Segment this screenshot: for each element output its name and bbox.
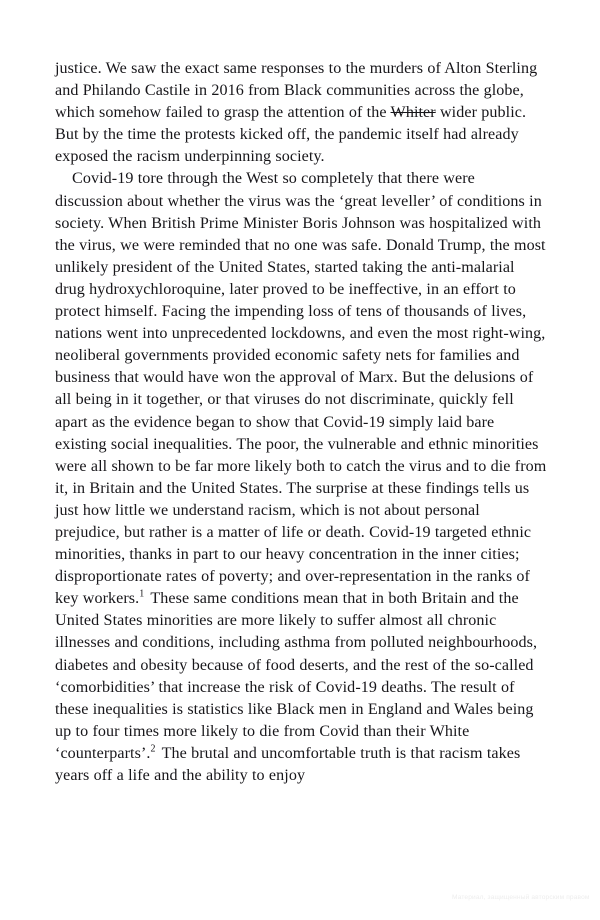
paragraph: justice. We saw the exact same responses to the murders of Alton Sterling and Philando Castile in 2016 from Black communities across the globe, which somehow failed to grasp the attention of the Whiter wider public. But by the time the protests kicked off, the pandemic itself had already exposed the racism underpinning society. [55,60,538,166]
copyright-watermark: Материал, защищенный авторским правом [452,894,590,901]
struck-through-word: Whiter [390,104,436,122]
footnote-marker[interactable]: 1 [139,588,145,600]
paragraph: Covid-19 tore through the West so completely that there were discussion about whether the virus was the ‘great leveller’ of conditions in society. When British Prime Minister Boris Johnson was hospitalized with the virus, we were reminded that no one was safe. Donald Trump, the most unlikely president of the United States, started taking the anti-malarial drug hydroxychloroquine, later proved to be ineffective, in an effort to protect himself. Facing the impending loss of tens of thousands of lives, nations went into unprecedented lockdowns, and even the most right-wing, neoliberal governments provided economic safety nets for families and business that would have won the approval of Marx. But the delusions of all being in it together, or that viruses do not discriminate, quickly fell apart as the evidence began to show that Covid-19 simply laid bare existing social inequalities. The poor, the vulnerable and ethnic minorities were all shown to be far more likely both to catch the virus and to die from it, in Britain and the United States. The surprise at these findings tells us just how little we understand racism, which is not about personal prejudice, but rather is a matter of life or death. Covid-19 targeted ethnic minorities, thanks in part to our heavy concentration in the inner cities; disproportionate rates of poverty; and over-representation in the ranks of key workers.$^1$ These same conditions mean that in both Britain and the United States minorities are more likely to suffer almost all chronic illnesses and conditions, including asthma from polluted neighbourhoods, diabetes and obesity because of food deserts, and the rest of the so-called ‘comorbidities’ that increase the risk of Covid-19 deaths. The result of these inequalities is statistics like Black men in England and Wales being up to four times more likely to die from Covid than their White ‘counterparts’.$^2$ The brutal and uncomfortable truth is that racism takes years off a life and the ability to enjoy [55,170,547,784]
body-text-column [55,58,547,787]
footnote-marker[interactable]: 2 [150,743,156,755]
